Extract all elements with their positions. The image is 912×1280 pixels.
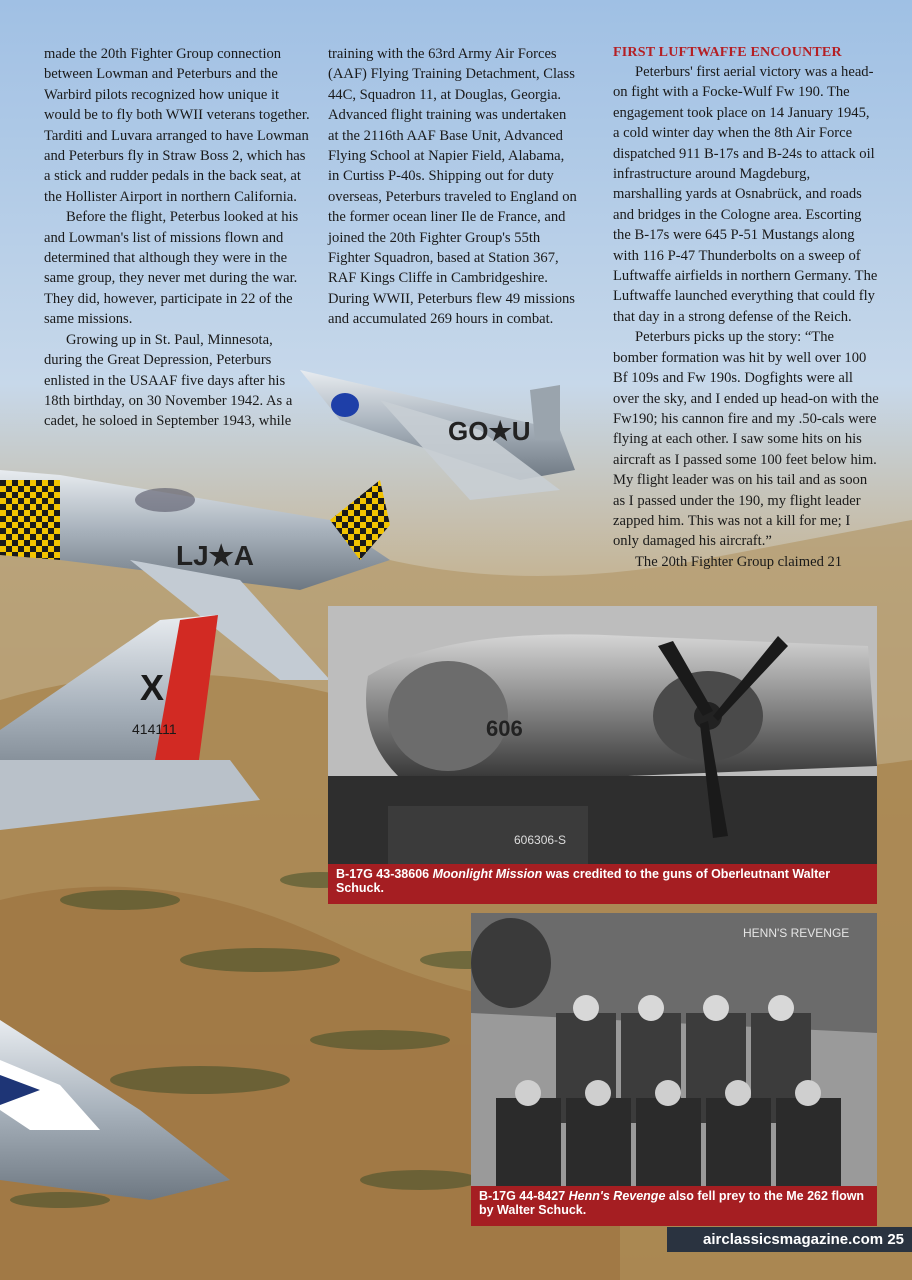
paragraph: training with the 63rd Army Air Forces (AAF) Flying Training Detachment, Class 44C, Squadron 11, at Douglas, Georgia. Advanced flight training was undertaken at the 2116th AAF Base Unit, Advanced Flying School at Napier Field, Alabama, in Curtiss P-40s. Shipping out for duty overseas, Peterburs traveled to England on the former ocean liner Ile de France, and joined the 20th Fighter Group's 55th Fighter Squadron, based at Station 367, RAF Kings Cliffe in Cambridgeshire. During WWII, Peterburs flew 49 missions and accumulated 269 hours in combat.: [328, 46, 577, 328]
paragraph: Peterburs picks up the story: “The bomber formation was hit by well over 100 Bf 109s and Fw 190s. Dogfights were all over the sky, and I ended up head-on with the Fw190; his cannon fire and my .50-cals were flying at each other. I saw some hits on his aircraft as I passed some 100 feet below him. My flight leader was on his tail and as soon as I passed under the 190, my flight leader zapped him. This was not a kill for me; I only damaged his aircraft.”: [613, 329, 879, 550]
article-column-1: [44, 44, 310, 432]
photo-caption: B-17G 44-8427 Henn's Revenge also fell prey to the Me 262 flown by Walter Schuck.: [471, 1186, 877, 1226]
photo-caption: B-17G 43-38606 Moonlight Mission was credited to the guns of Oberleutnant Walter Schuck.: [328, 864, 877, 904]
paragraph: The 20th Fighter Group claimed 21: [635, 553, 843, 570]
page-number: 25: [887, 1231, 904, 1248]
paragraph: Before the flight, Peterbus looked at his and Lowman's list of missions flown and determined that although they were in the same group, they never met during the war. They did, however, participate in 22 of the same missions.: [44, 209, 299, 328]
svg-text:606306-S: 606306-S: [514, 833, 567, 847]
svg-text:HENN'S REVENGE: HENN'S REVENGE: [743, 926, 850, 940]
paragraph: Growing up in St. Paul, Minnesota, during the Great Depression, Peterburs enlisted in the USAAF five days after his 18th birthday, on 30 November 1942. As a cadet, he soloed in September 1943, while: [44, 331, 293, 430]
page-footer: [667, 1227, 912, 1252]
svg-text:GO★U: GO★U: [448, 416, 531, 446]
section-heading: FIRST LUFTWAFFE ENCOUNTER: [613, 45, 842, 60]
article-column-2: [328, 44, 578, 330]
photo-b17-moonlight-mission: [328, 606, 877, 864]
article-column-3: [613, 44, 879, 572]
paragraph: Peterburs' first aerial victory was a head-on fight with a Focke-Wulf Fw 190. The engagement took place on 14 January 1945, a cold winter day when the 8th Air Force dispatched 911 B-17s and B-24s to attack oil infrastructure around Magdeburg, marshalling yards at Osnabrück, and roads and bridges in the Cologne area. Escorting the B-17s were 645 P-51 Mustangs along with 116 P-47 Thunderbolts on a sweep of Luftwaffe airfields in northern Germany. The Luftwaffe launched everything that could fly that day in a strong defense of the Reich.: [613, 64, 878, 325]
paragraph: made the 20th Fighter Group connection between Lowman and Peterburs and the Warbird pilots recognized how unique it would be to fly both WWII veterans together. Tarditi and Luvara arranged to have Lowman and Peterburs fly in Straw Boss 2, which has a stick and rudder pedals in the back seat, at the Hollister Airport in northern California.: [44, 46, 310, 205]
photo-b17-henns-revenge-crew: [471, 913, 877, 1186]
svg-text:606: 606: [486, 716, 523, 741]
svg-text:LJ★A: LJ★A: [176, 540, 254, 571]
magazine-url: airclassicsmagazine.com: [703, 1231, 884, 1248]
svg-text:X: X: [140, 667, 165, 708]
svg-text:414111: 414111: [132, 721, 177, 737]
